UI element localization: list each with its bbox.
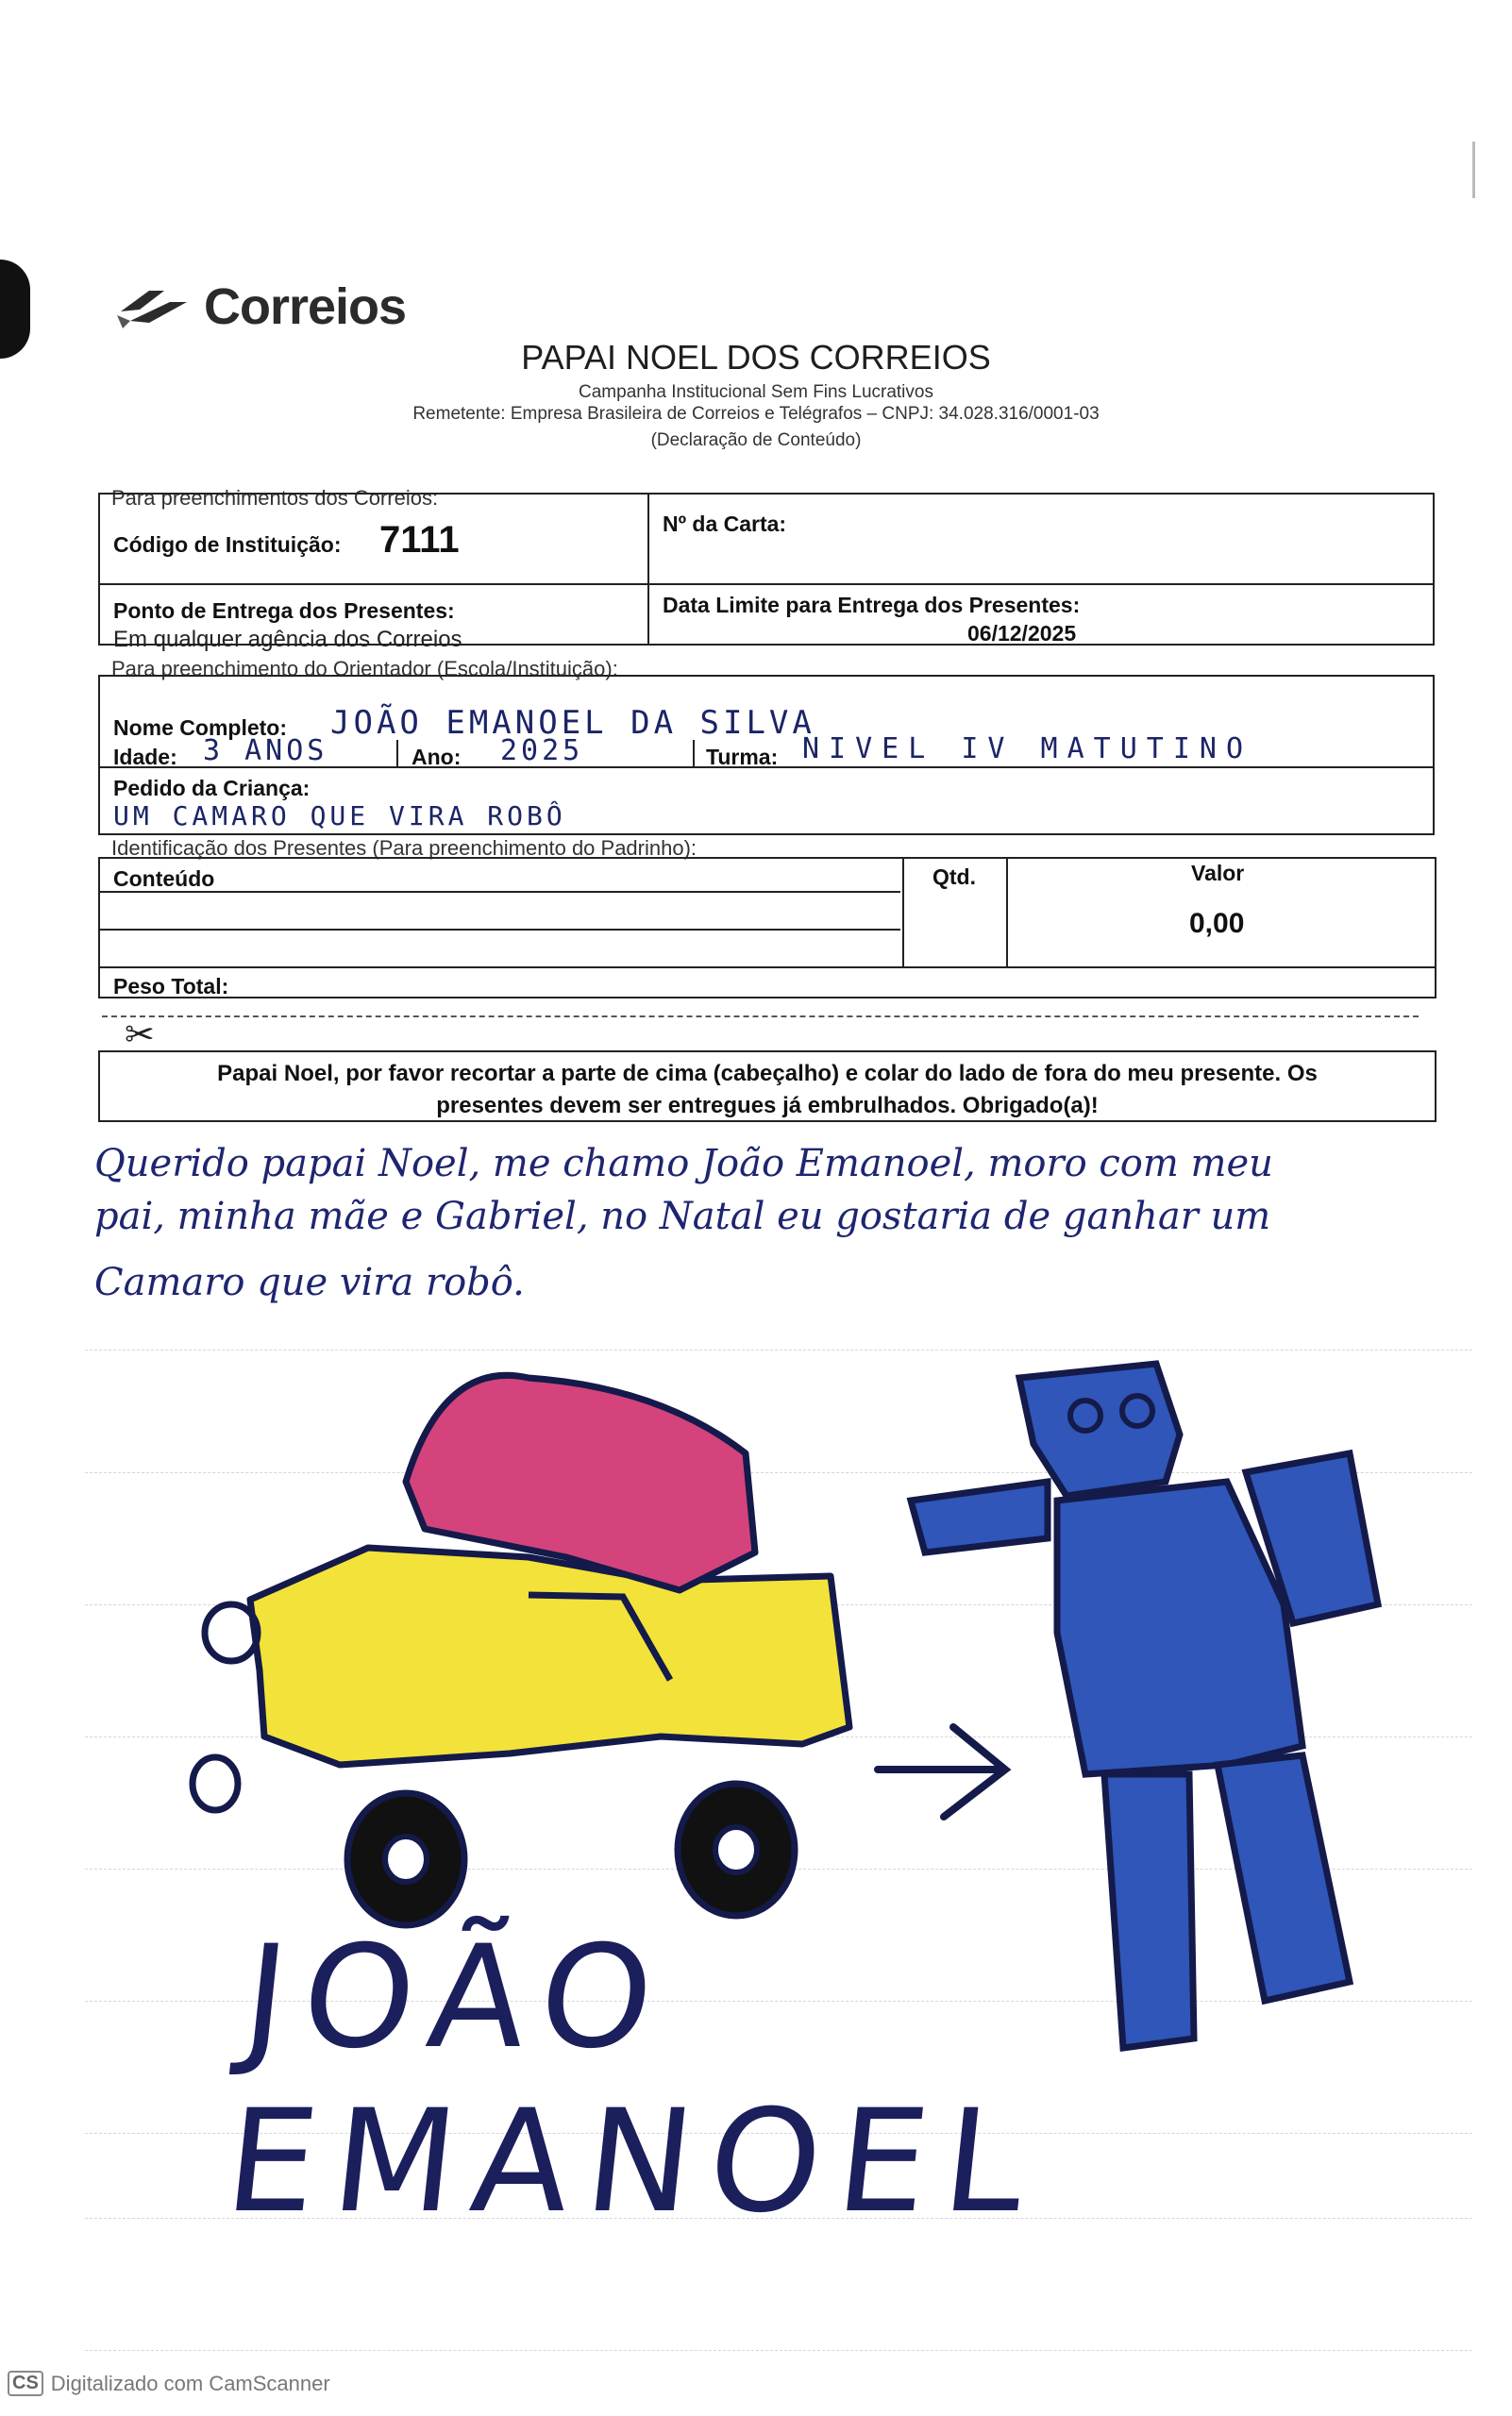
deadline-value: 06/12/2025: [967, 621, 1077, 646]
notice-line-2: presentes devem ser entregues já embrulhados. Obrigado(a)!: [436, 1093, 1099, 1118]
page-title: PAPAI NOEL DOS CORREIOS: [521, 338, 991, 377]
logo-text: Correios: [204, 278, 407, 335]
delivery-point: Em qualquer agência dos Correios: [113, 627, 462, 652]
correios-logo: [111, 274, 406, 340]
gifts-header-divider: [98, 891, 900, 893]
letter-line-3: Camaro que vira robô.: [94, 1261, 525, 1304]
age-label: Idade:: [113, 745, 177, 769]
institution-code-label: Código de Instituição:: [113, 532, 342, 557]
edge-mark: [1472, 142, 1475, 198]
advisor-section-label: Para preenchimento do Orientador (Escola/Instituição):: [111, 657, 618, 680]
qty-divider-right: [1006, 857, 1008, 966]
sender-line: Remetente: Empresa Brasileira de Correios e Telégrafos – CNPJ: 34.028.316/0001-03: [412, 404, 1100, 424]
gifts-section-label: Identificação dos Presentes (Para preenchimento do Padrinho):: [111, 836, 697, 860]
declaration-line: (Declaração de Conteúdo): [650, 430, 862, 450]
notice-box: [98, 1050, 1436, 1122]
request-label: Pedido da Criança:: [113, 776, 311, 800]
car-drawing: [193, 1375, 849, 1925]
correios-divider: [647, 493, 649, 646]
camscanner-text: Digitalizado com CamScanner: [50, 2371, 330, 2395]
deadline-label: Data Limite para Entrega dos Presentes:: [663, 593, 1081, 617]
content-col-header: Conteúdo: [113, 866, 215, 891]
full-name-label: Nome Completo:: [113, 715, 287, 740]
full-name-value: JOÃO EMANOEL DA SILVA: [330, 704, 815, 742]
letter-line-1: Querido papai Noel, me chamo João Emanoel, moro com meu: [94, 1142, 1273, 1185]
qty-col-header: Qtd.: [932, 864, 976, 889]
class-value: NIVEL IV MATUTINO: [802, 732, 1253, 765]
letter-line-2: pai, minha mãe e Gabriel, no Natal eu gostaria de ganhar um: [94, 1195, 1271, 1238]
ruled-line: [85, 2350, 1472, 2352]
arrow-drawing: [878, 1727, 1005, 1817]
request-value: UM CAMARO QUE VIRA ROBÔ: [113, 800, 566, 831]
value-col-header: Valor: [1191, 861, 1245, 885]
class-label: Turma:: [706, 745, 779, 769]
notice-text: [100, 1058, 1435, 1122]
gifts-footer-divider: [98, 966, 1436, 968]
scanner-footer: [8, 2371, 330, 2396]
delivery-point-label: Ponto de Entrega dos Presentes:: [113, 598, 455, 623]
correios-logo-icon: [111, 274, 196, 340]
correios-row-divider: [98, 583, 1435, 585]
gifts-row-divider: [98, 929, 900, 931]
year-label: Ano:: [412, 745, 462, 769]
total-weight-label: Peso Total:: [113, 974, 229, 998]
age-value: 3 ANOS: [203, 734, 328, 767]
age-divider: [396, 740, 398, 766]
cut-line: [102, 1015, 1419, 1017]
scissors-icon: ✂: [125, 1015, 155, 1055]
campaign-subtitle: Campanha Institucional Sem Fins Lucrativos: [579, 382, 933, 402]
year-value: 2025: [500, 734, 584, 767]
institution-code: 7111: [379, 519, 460, 561]
value-amount: 0,00: [1189, 908, 1245, 939]
drawing-caption: JOÃO EMANOEL: [218, 1916, 1050, 2244]
letter-number-label: Nº da Carta:: [663, 512, 787, 536]
year-divider: [693, 740, 695, 766]
qty-divider-left: [902, 857, 904, 966]
correios-section-label: Para preenchimentos dos Correios:: [111, 486, 439, 510]
handwritten-letter: [94, 1137, 1453, 1309]
camscanner-badge: CS: [8, 2371, 43, 2396]
notice-line-1: Papai Noel, por favor recortar a parte de cima (cabeçalho) e colar do lado de fora do meu presente. Os: [217, 1061, 1318, 1086]
